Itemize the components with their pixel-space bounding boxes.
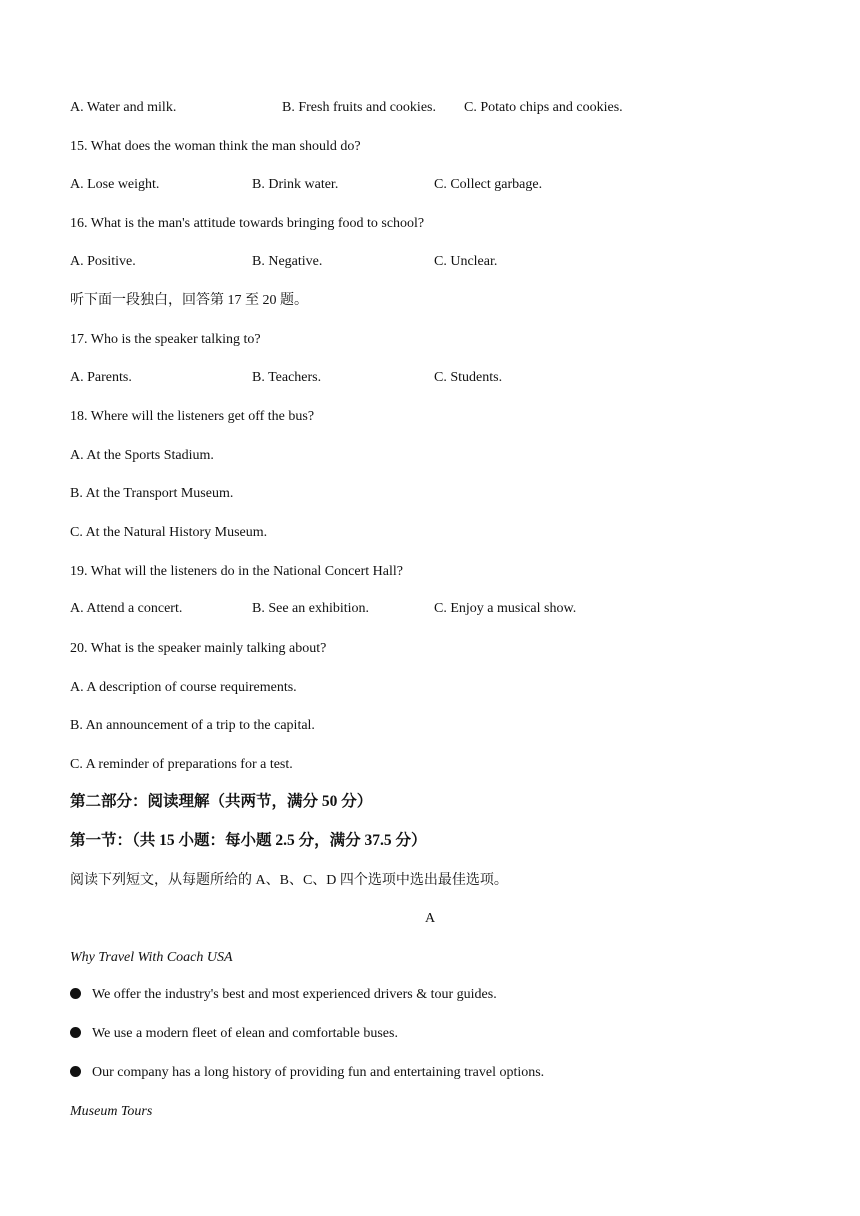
q14-option-c: C. Potato chips and cookies. [464, 100, 623, 115]
q19-question: 19. What will the listeners do in the National Concert Hall? [70, 564, 403, 579]
q18-option-c: C. At the Natural History Museum. [70, 525, 268, 540]
bullet-text: We use a modern fleet of elean and comfortable buses. [92, 1026, 398, 1041]
passage-subtitle-why-travel: Why Travel With Coach USA [70, 950, 233, 965]
q15-question: 15. What does the woman think the man should do? [70, 139, 361, 154]
bullet-item [70, 987, 497, 1003]
reading-instruction: 阅读下列短文，从每题所给的 A、B、C、D 四个选项中选出最佳选项。 [70, 873, 508, 888]
q17-question: 17. Who is the speaker talking to? [70, 332, 261, 347]
section1-heading: 第一节：（共 15 小题：每小题 2.5 分，满分 37.5 分） [70, 832, 427, 849]
bullet-item [70, 1065, 544, 1081]
q18-option-a: A. At the Sports Stadium. [70, 448, 214, 463]
q17-option-c: C. Students. [434, 370, 503, 385]
passage-subtitle-museum-tours: Museum Tours [70, 1104, 153, 1119]
q18-question: 18. Where will the listeners get off the bus? [70, 409, 315, 424]
q20-question: 20. What is the speaker mainly talking about? [70, 641, 327, 656]
q16-question: 16. What is the man's attitude towards bringing food to school? [70, 216, 425, 231]
bullet-dot-icon [70, 1027, 81, 1038]
q15-option-c: C. Collect garbage. [434, 177, 543, 192]
bullet-dot-icon [70, 988, 81, 999]
q16-option-b: B. Negative. [252, 254, 323, 269]
part2-heading: 第二部分：阅读理解（共两节，满分 50 分） [70, 793, 373, 810]
q20-option-b: B. An announcement of a trip to the capital. [70, 718, 315, 733]
q17-option-a: A. Parents. [70, 370, 132, 385]
q15-option-b: B. Drink water. [252, 177, 339, 192]
q16-option-a: A. Positive. [70, 254, 136, 269]
q20-option-a: A. A description of course requirements. [70, 680, 297, 695]
q16-option-c: C. Unclear. [434, 254, 498, 269]
q20-option-c: C. A reminder of preparations for a test. [70, 757, 293, 772]
q14-option-a: A. Water and milk. [70, 100, 177, 115]
q18-option-b: B. At the Transport Museum. [70, 486, 234, 501]
bullet-text: Our company has a long history of providing fun and entertaining travel options. [92, 1065, 545, 1080]
passage-label: A [424, 911, 436, 926]
bullet-text: We offer the industry's best and most experienced drivers & tour guides. [92, 987, 497, 1002]
bullet-item [70, 1026, 398, 1042]
bullet-dot-icon [70, 1066, 81, 1077]
monologue-instruction: 听下面一段独白，回答第 17 至 20 题。 [70, 293, 308, 308]
q19-option-b: B. See an exhibition. [252, 601, 370, 616]
q15-option-a: A. Lose weight. [70, 177, 160, 192]
q17-option-b: B. Teachers. [252, 370, 322, 385]
q19-option-c: C. Enjoy a musical show. [434, 601, 577, 616]
q14-option-b: B. Fresh fruits and cookies. [282, 100, 436, 115]
q19-option-a: A. Attend a concert. [70, 601, 183, 616]
